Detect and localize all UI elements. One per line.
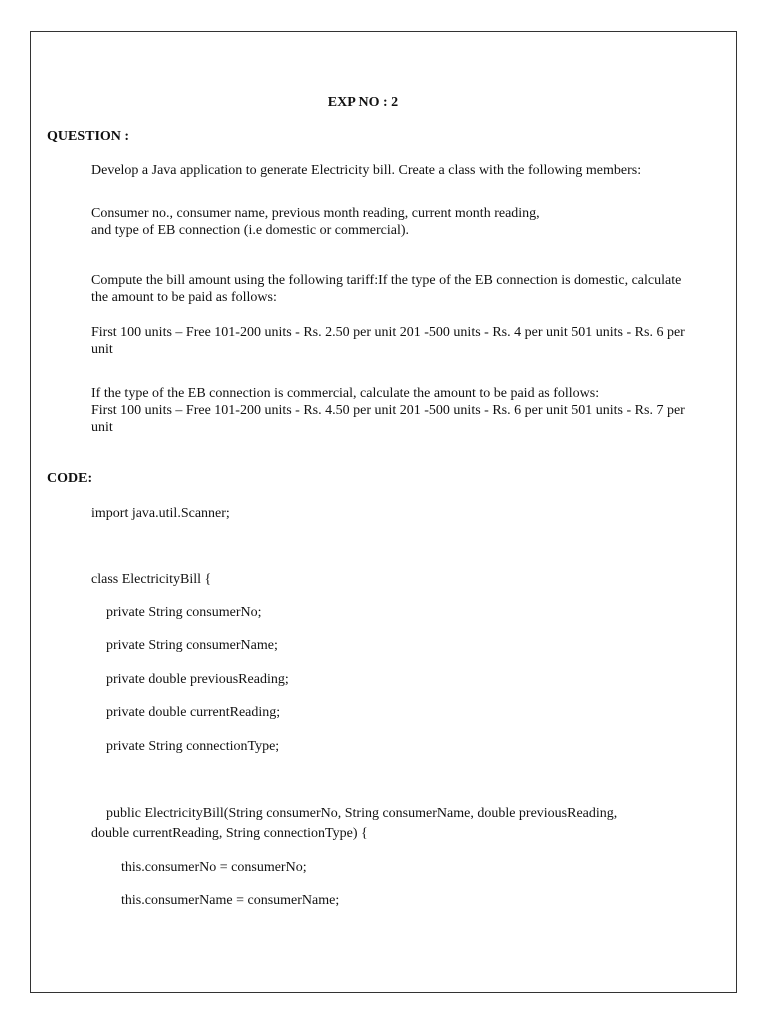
- code-line: class ElectricityBill {: [91, 572, 212, 587]
- document-title: EXP NO : 2: [327, 95, 399, 110]
- code-line: public ElectricityBill(String consumerNo, String consumerName, double previousReading,: [106, 806, 618, 821]
- code-line: private double currentReading;: [106, 705, 281, 720]
- code-heading: CODE:: [47, 471, 93, 486]
- code-line: import java.util.Scanner;: [91, 506, 230, 521]
- question-heading: QUESTION :: [47, 129, 130, 144]
- code-line: private String connectionType;: [106, 739, 280, 754]
- question-paragraph: If the type of the EB connection is commercial, calculate the amount to be paid as follows:: [91, 386, 600, 401]
- tariff-domestic: First 100 units – Free 101-200 units - Rs. 2.50 per unit 201 -500 units - Rs. 4 per unit 501 units - Rs. 6 per unit: [91, 325, 685, 357]
- question-paragraph: Compute the bill amount using the following tariff:If the type of the EB connection is domestic, calculate the amount to be paid as follows:: [91, 273, 682, 305]
- question-paragraph: and type of EB connection (i.e domestic or commercial).: [91, 223, 410, 238]
- question-paragraph: Develop a Java application to generate Electricity bill. Create a class with the following members:: [91, 163, 642, 178]
- code-line: this.consumerNo = consumerNo;: [121, 860, 307, 875]
- question-paragraph: Consumer no., consumer name, previous month reading, current month reading,: [91, 206, 540, 221]
- code-line: private String consumerNo;: [106, 605, 262, 620]
- tariff-commercial: First 100 units – Free 101-200 units - Rs. 4.50 per unit 201 -500 units - Rs. 6 per unit 501 units - Rs. 7 per unit: [91, 403, 685, 435]
- code-line: this.consumerName = consumerName;: [121, 893, 340, 908]
- code-line: double currentReading, String connectionType) {: [91, 826, 368, 841]
- code-line: private double previousReading;: [106, 672, 289, 687]
- code-line: private String consumerName;: [106, 638, 278, 653]
